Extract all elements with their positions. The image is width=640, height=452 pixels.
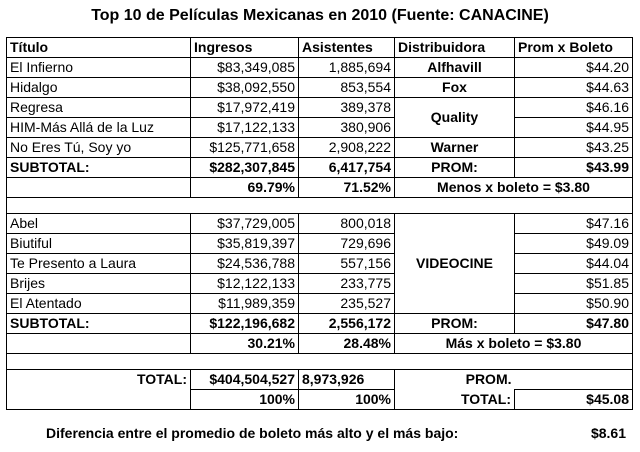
cell-prom: $50.90 xyxy=(515,294,633,314)
cell-prom: $51.85 xyxy=(515,274,633,294)
table-row xyxy=(7,58,633,78)
percent-spacer xyxy=(7,334,191,354)
table-row xyxy=(7,294,633,314)
table-row xyxy=(7,234,633,254)
cell-prom: $47.16 xyxy=(515,214,633,234)
pct-ingresos: 30.21% xyxy=(191,334,299,354)
pct-ingresos: 69.79% xyxy=(191,178,299,198)
percent-row xyxy=(7,178,633,198)
prom-value: $47.80 xyxy=(515,314,633,334)
subtotal-label: SUBTOTAL: xyxy=(7,314,191,334)
cell-prom: $44.04 xyxy=(515,254,633,274)
cell-ingresos: $38,092,550 xyxy=(191,78,299,98)
cell-asistentes: 557,156 xyxy=(299,254,395,274)
table-row xyxy=(7,78,633,98)
distribuidora-warner: Warner xyxy=(395,138,515,158)
subtotal-asistentes: 6,417,754 xyxy=(299,158,395,178)
cell-asistentes: 235,527 xyxy=(299,294,395,314)
cell-ingresos: $11,989,359 xyxy=(191,294,299,314)
total-pct-ingresos: 100% xyxy=(191,390,299,410)
percent-row xyxy=(7,334,633,354)
prom-label: PROM: xyxy=(395,158,515,178)
subtotal-label: SUBTOTAL: xyxy=(7,158,191,178)
cell-titulo: El Atentado xyxy=(7,294,191,314)
distribuidora-quality: Quality xyxy=(395,98,515,138)
header-asistentes: Asistentes xyxy=(299,38,395,58)
cell-ingresos: $17,972,419 xyxy=(191,98,299,118)
cell-titulo: No Eres Tú, Soy yo xyxy=(7,138,191,158)
distribuidora-videocine: VIDEOCINE xyxy=(395,214,515,314)
cell-ingresos: $12,122,133 xyxy=(191,274,299,294)
cell-titulo: Hidalgo xyxy=(7,78,191,98)
percent-spacer xyxy=(7,178,191,198)
prom-label: PROM: xyxy=(395,314,515,334)
pct-asistentes: 71.52% xyxy=(299,178,395,198)
cell-prom: $49.09 xyxy=(515,234,633,254)
subtotal-row xyxy=(7,314,633,334)
cell-asistentes: 389,378 xyxy=(299,98,395,118)
cell-titulo: Regresa xyxy=(7,98,191,118)
cell-ingresos: $83,349,085 xyxy=(191,58,299,78)
distribuidora-alfhavill: Alfhavill xyxy=(395,58,515,78)
cell-prom: $44.95 xyxy=(515,118,633,138)
movies-table xyxy=(6,37,633,410)
cell-prom: $46.16 xyxy=(515,98,633,118)
cell-titulo: Brijes xyxy=(7,274,191,294)
cell-asistentes: 2,908,222 xyxy=(299,138,395,158)
cell-prom: $43.25 xyxy=(515,138,633,158)
separator-row xyxy=(7,354,633,370)
footer-note xyxy=(46,424,626,442)
cell-asistentes: 233,775 xyxy=(299,274,395,294)
cell-titulo: El Infierno xyxy=(7,58,191,78)
total-prom-value: $45.08 xyxy=(515,390,633,410)
cell-ingresos: $125,771,658 xyxy=(191,138,299,158)
total-label-2: TOTAL: xyxy=(395,390,515,410)
cell-asistentes: 729,696 xyxy=(299,234,395,254)
cell-ingresos: $17,122,133 xyxy=(191,118,299,138)
header-ingresos: Ingresos xyxy=(191,38,299,58)
header-row xyxy=(7,38,633,58)
table-row xyxy=(7,138,633,158)
subtotal-ingresos: $122,196,682 xyxy=(191,314,299,334)
cell-ingresos: $24,536,788 xyxy=(191,254,299,274)
cell-asistentes: 1,885,694 xyxy=(299,58,395,78)
cell-prom: $44.63 xyxy=(515,78,633,98)
cell-titulo: Te Presento a Laura xyxy=(7,254,191,274)
boleto-note: Más x boleto = $3.80 xyxy=(395,334,633,354)
table-row xyxy=(7,214,633,234)
prom-value: $43.99 xyxy=(515,158,633,178)
page-title: Top 10 de Películas Mexicanas en 2010 (Fuente: CANACINE) xyxy=(91,7,549,24)
total-percent-row xyxy=(7,390,633,410)
total-asistentes: 8,973,926 xyxy=(299,370,395,390)
total-prom-label: PROM. xyxy=(395,370,515,390)
subtotal-row xyxy=(7,158,633,178)
cell-titulo: HIM-Más Allá de la Luz xyxy=(7,118,191,138)
distribuidora-fox: Fox xyxy=(395,78,515,98)
cell-titulo: Biutiful xyxy=(7,234,191,254)
total-row xyxy=(7,370,633,390)
table-row xyxy=(7,118,633,138)
cell-asistentes: 853,554 xyxy=(299,78,395,98)
footer-text: Diferencia entre el promedio de boleto más alto y el más bajo: xyxy=(46,425,459,441)
table-row xyxy=(7,274,633,294)
table-row xyxy=(7,98,633,118)
total-label: TOTAL: xyxy=(7,370,191,390)
cell-asistentes: 800,018 xyxy=(299,214,395,234)
cell-titulo: Abel xyxy=(7,214,191,234)
total-pct-asistentes: 100% xyxy=(299,390,395,410)
pct-asistentes: 28.48% xyxy=(299,334,395,354)
subtotal-ingresos: $282,307,845 xyxy=(191,158,299,178)
table-row xyxy=(7,254,633,274)
separator-row xyxy=(7,198,633,214)
cell-prom: $44.20 xyxy=(515,58,633,78)
cell-ingresos: $37,729,005 xyxy=(191,214,299,234)
cell-asistentes: 380,906 xyxy=(299,118,395,138)
boleto-note: Menos x boleto = $3.80 xyxy=(395,178,633,198)
cell-ingresos: $35,819,397 xyxy=(191,234,299,254)
total-ingresos: $404,504,527 xyxy=(191,370,299,390)
header-distribuidora: Distribuidora xyxy=(395,38,515,58)
subtotal-asistentes: 2,556,172 xyxy=(299,314,395,334)
header-titulo: Título xyxy=(7,38,191,58)
footer-value: $8.61 xyxy=(590,425,626,441)
header-prom: Prom x Boleto xyxy=(515,38,633,58)
